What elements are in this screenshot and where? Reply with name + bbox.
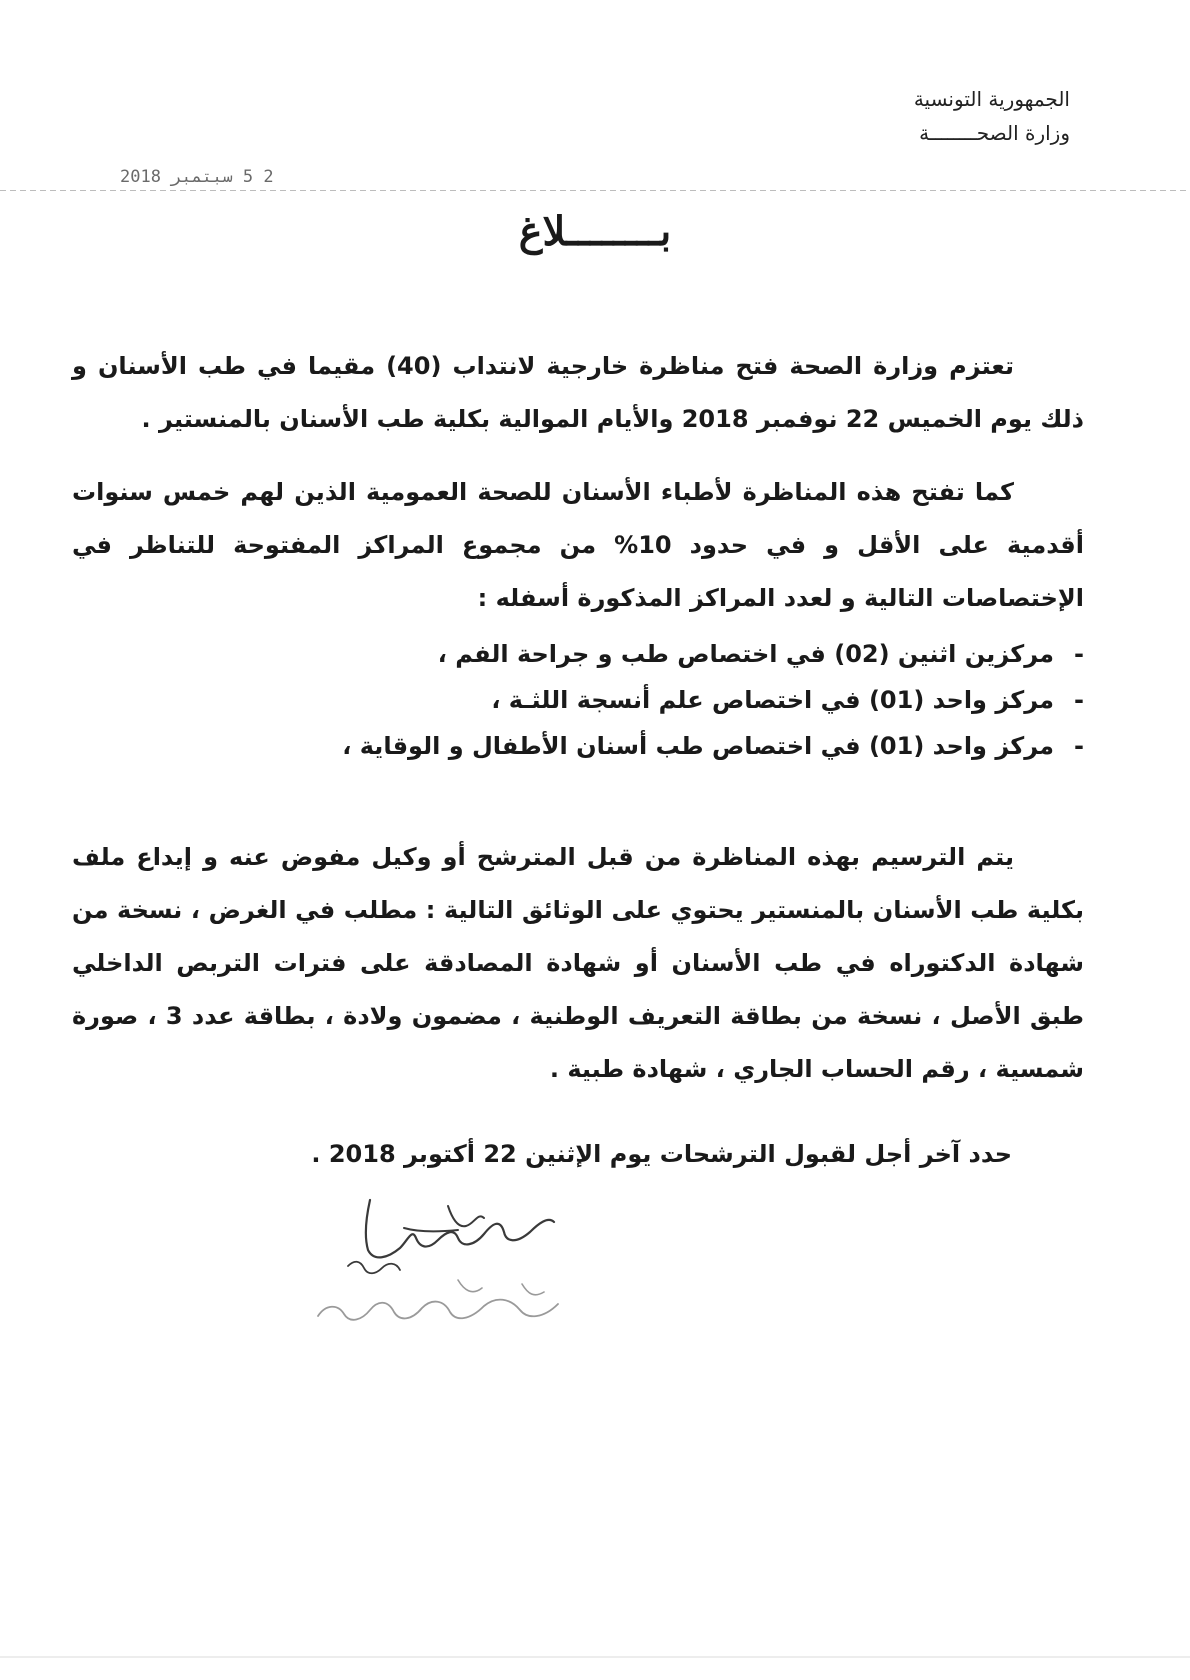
list-item: -مركزين اثنين (02) في اختصاص طب و جراحة الفم ، bbox=[72, 631, 1084, 677]
list-item: -مركز واحد (01) في اختصاص طب أسنان الأطفال و الوقاية ، bbox=[72, 723, 1084, 769]
paragraph-deadline: حدد آخر أجل لقبول الترشحات يوم الإثنين 22 أكتوبر 2018 . bbox=[311, 1140, 1012, 1168]
handwritten-signature bbox=[308, 1188, 608, 1338]
bullet-marker: - bbox=[1074, 640, 1084, 668]
republic-line: الجمهورية التونسية bbox=[913, 87, 1070, 111]
list-item: -مركز واحد (01) في اختصاص علم أنسجة اللثـة ، bbox=[72, 677, 1084, 723]
bullet-marker: - bbox=[1074, 732, 1084, 760]
signature-stroke bbox=[348, 1262, 400, 1274]
signature-stroke bbox=[366, 1200, 554, 1257]
letterhead bbox=[914, 82, 1070, 150]
document-title: بــــــــلاغ bbox=[518, 208, 672, 255]
document-body bbox=[72, 340, 1084, 1181]
signature-name-stroke bbox=[458, 1280, 544, 1295]
date-stamp: 2 5 سبتمبر 2018 bbox=[120, 167, 274, 187]
paragraph-registration: يتم الترسيم بهذه المناظرة من قبل المترشح أو وكيل مفوض عنه و إيداع ملف بكلية طب الأسنان بالمنستير يحتوي على الوثائق التالية : مطلب في الغرض ، نسخة من شهادة الدكتوراه في طب الأسنان أو شهادة المصادقة على فترات التربص الداخلي طبق الأصل ، نسخة من بطاقة التعريف الوطنية ، مضمون ولادة ، بطاقة عدد 3 ، صورة شمسية ، رقم الحساب الجاري ، شهادة طبية . bbox=[72, 843, 1084, 1083]
specialty-list bbox=[72, 631, 1084, 769]
paragraph-announcement: تعتزم وزارة الصحة فتح مناظرة خارجية لانتداب (40) مقيما في طب الأسنان و ذلك يوم الخميس 22 نوفمبر 2018 والأيام الموالية بكلية طب الأسنان بالمنستير . bbox=[72, 352, 1084, 433]
page-edge bbox=[0, 1656, 1190, 1658]
paragraph-public-health: كما تفتح هذه المناظرة لأطباء الأسنان للصحة العمومية الذين لهم خمس سنوات أقدمية على الأقل و في حدود 10% من مجموع المراكز المفتوحة للتناظر في الإختصاصات التالية و لعدد المراكز المذكورة أسفله : bbox=[72, 478, 1084, 612]
ministry-line: وزارة الصحــــــــة bbox=[919, 121, 1070, 145]
scan-line bbox=[0, 190, 1190, 191]
signature-name-stroke bbox=[318, 1300, 558, 1320]
bullet-marker: - bbox=[1074, 686, 1084, 714]
signature-stroke bbox=[404, 1206, 484, 1231]
